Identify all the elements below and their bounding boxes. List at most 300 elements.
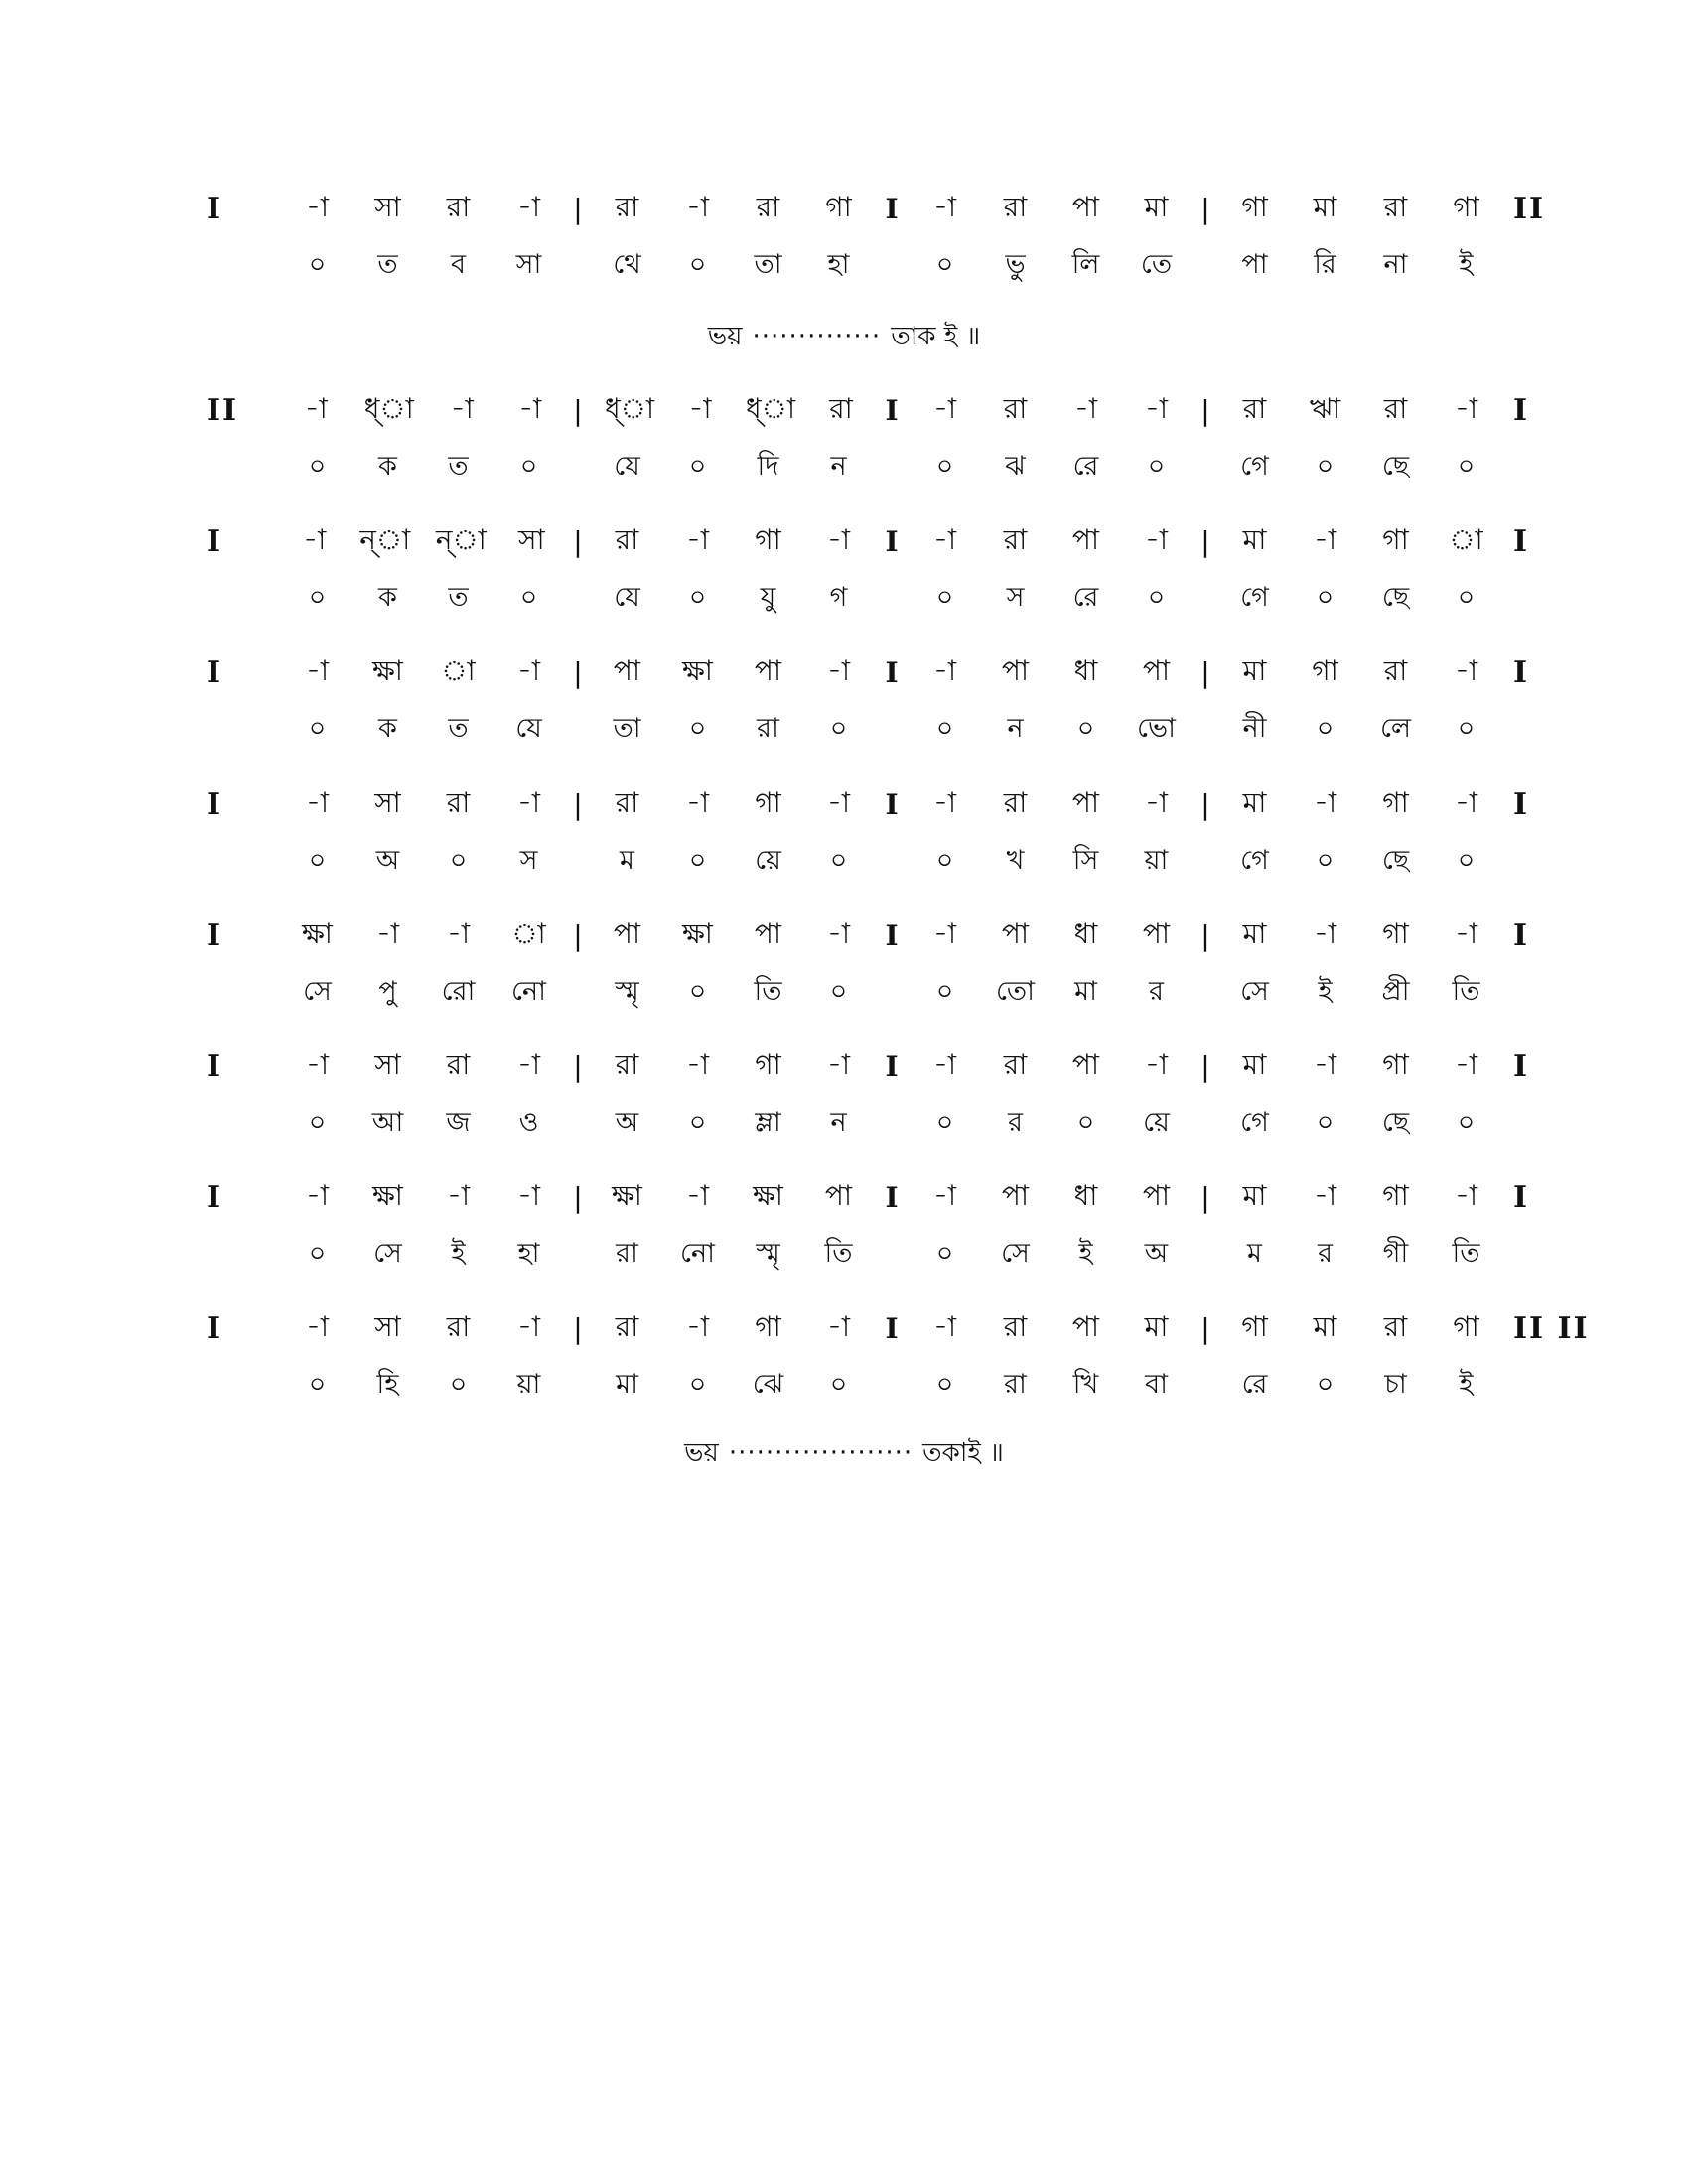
swara-note: রা (1003, 522, 1028, 556)
swara-note: -া (303, 522, 327, 556)
lyric-syllable: ০ (1457, 581, 1476, 613)
swara-note: রা (1383, 190, 1408, 223)
bar-end: I (1513, 1048, 1530, 1084)
lyric-group (282, 1364, 564, 1409)
lyric-syllable: য়ে (755, 844, 781, 876)
swara-note: -া (446, 916, 471, 950)
lyric-syllable: র (1318, 1237, 1333, 1269)
swara-note: -া (1313, 522, 1337, 556)
bar-major: I (885, 192, 899, 225)
swara-group (910, 912, 1192, 959)
swara-group (282, 186, 564, 232)
lyric-syllable: সে (1240, 975, 1269, 1007)
swara-note: মা (1144, 1309, 1169, 1343)
lyric-syllable: রে (1072, 581, 1099, 613)
lyric-line (207, 241, 1517, 291)
swara-group (592, 387, 874, 434)
lyric-syllable: ০ (688, 1106, 707, 1138)
lyric-syllable: ব (450, 248, 467, 280)
swara-note: -া (446, 1178, 471, 1212)
lyric-syllable: র (1149, 975, 1164, 1007)
refrain-2-right: তকাই ॥ (922, 1438, 1004, 1468)
swara-note: -া (932, 1309, 957, 1343)
lyric-syllable: মা (1074, 975, 1097, 1007)
swara-note: -া (518, 391, 542, 425)
swara-note: গা (755, 785, 781, 819)
swara-group (1219, 912, 1501, 959)
swara-note: গা (1382, 1047, 1409, 1081)
lyric-syllable: হি (376, 1368, 399, 1400)
swara-note: পা (613, 653, 641, 687)
bar-end: I (1513, 392, 1530, 428)
swara-note: গা (1382, 785, 1409, 819)
lyric-syllable: সি (1072, 844, 1099, 876)
lyric-syllable: ০ (1316, 712, 1335, 744)
lyric-syllable: ত (377, 248, 398, 280)
swara-note: গা (755, 1309, 781, 1343)
bar-major: I (885, 787, 899, 821)
swara-note: -া (685, 522, 710, 556)
lyric-line (207, 968, 1517, 1018)
lyric-group (1219, 1102, 1501, 1147)
swara-note: রা (615, 190, 639, 223)
lyric-group (282, 446, 564, 490)
swara-note: া (1449, 522, 1483, 556)
lyric-syllable: তা (754, 248, 782, 280)
lyric-syllable: প্রী (1381, 975, 1410, 1007)
bar-end: II (1513, 191, 1546, 226)
lyric-group (592, 577, 874, 621)
swara-note: গা (1382, 1178, 1409, 1212)
lyric-syllable: পা (1241, 248, 1268, 280)
bar-major: I (885, 655, 899, 689)
swara-note: ঋা (1309, 391, 1341, 425)
swara-note: মা (1242, 1178, 1267, 1212)
swara-note: সা (517, 522, 545, 556)
lyric-syllable: ন (1007, 712, 1024, 744)
swara-note: -া (932, 391, 957, 425)
lyric-group (592, 1364, 874, 1409)
lyric-syllable: অ (375, 844, 400, 876)
bar-minor: | (1200, 787, 1210, 821)
lyric-syllable: তি (1452, 1237, 1480, 1269)
lyric-line (207, 1230, 1517, 1280)
lyric-syllable: ০ (829, 1368, 848, 1400)
swara-note: -া (932, 1178, 957, 1212)
swara-note: ক্ষা (372, 653, 403, 687)
lyric-group (1219, 446, 1501, 490)
lyric-syllable: তে (1140, 248, 1173, 280)
lyric-group (282, 840, 564, 885)
refrain-1-right: তাক ই ॥ (891, 322, 981, 351)
swara-note: -া (685, 785, 710, 819)
swara-group (282, 912, 564, 959)
lyric-syllable: ০ (1076, 712, 1095, 744)
lyric-syllable: র (1008, 1106, 1023, 1138)
lyric-line (207, 1361, 1517, 1411)
swara-note: -া (685, 1178, 710, 1212)
swara-note: রা (615, 1047, 639, 1081)
swara-line (207, 184, 1546, 233)
lyric-syllable: নো (680, 1237, 715, 1269)
swara-note: -া (305, 190, 330, 223)
swara-group (592, 186, 874, 232)
lyric-syllable: অ (1144, 1237, 1169, 1269)
lyric-syllable: ০ (935, 1106, 954, 1138)
lyric-syllable: ০ (829, 712, 848, 744)
lyric-syllable: ০ (935, 248, 954, 280)
lyric-syllable: ০ (1316, 1106, 1335, 1138)
swara-note: ধা (1073, 653, 1098, 687)
lyric-syllable: রা (1004, 1368, 1027, 1400)
lyric-syllable: দি (757, 450, 779, 481)
refrain-1 (0, 316, 1688, 359)
lyric-group (592, 971, 874, 1016)
bar-end: I (1513, 523, 1530, 559)
swara-note: -া (826, 653, 851, 687)
lyric-syllable: স (519, 844, 538, 876)
swara-note: -া (305, 1309, 330, 1343)
bar-start: I (207, 1048, 223, 1084)
swara-note: মা (1242, 916, 1267, 950)
lyric-syllable: সে (373, 1237, 402, 1269)
swara-note: া (511, 916, 546, 950)
bar-minor: | (1200, 192, 1210, 225)
notation-row (207, 1303, 1590, 1411)
lyric-group (910, 840, 1192, 885)
swara-note: -া (932, 1047, 957, 1081)
swara-note: গা (1241, 190, 1268, 223)
lyric-syllable: ০ (688, 581, 707, 613)
swara-note: পা (1071, 785, 1100, 819)
lyric-syllable: খ (1006, 844, 1025, 876)
lyric-group (282, 1233, 564, 1278)
swara-note: পা (1001, 1178, 1030, 1212)
swara-note: পা (1142, 916, 1171, 950)
lyric-syllable: ক (378, 712, 397, 744)
lyric-syllable: স্মৃ (756, 1237, 780, 1269)
swara-note: সা (374, 1047, 401, 1081)
swara-group (910, 1305, 1192, 1352)
swara-note: রা (1003, 391, 1028, 425)
swara-group (910, 1043, 1192, 1090)
bar-major: I (885, 918, 899, 952)
swara-note: -া (1144, 391, 1169, 425)
swara-note: ক্ষা (682, 653, 713, 687)
swara-note: -া (826, 1047, 851, 1081)
swara-group (592, 518, 874, 565)
lyric-syllable: য়া (1144, 844, 1169, 876)
swara-note: -া (516, 1178, 541, 1212)
lyric-syllable: হা (827, 248, 850, 280)
swara-note: গা (1453, 190, 1479, 223)
lyric-syllable: মা (616, 1368, 638, 1400)
lyric-syllable: ০ (688, 1368, 707, 1400)
lyric-syllable: সে (303, 975, 332, 1007)
lyric-syllable: থে (613, 248, 641, 280)
lyric-syllable: তো (995, 975, 1036, 1007)
lyric-syllable: খি (1072, 1368, 1099, 1400)
lyric-syllable: গে (1240, 1106, 1269, 1138)
swara-note: -া (932, 916, 957, 950)
lyric-syllable: জ (446, 1106, 471, 1138)
bar-start: I (207, 917, 223, 953)
lyric-syllable: ০ (1316, 450, 1335, 481)
swara-note: সা (374, 785, 401, 819)
swara-note: গা (1382, 522, 1409, 556)
swara-note: -া (932, 190, 957, 223)
swara-group (592, 1174, 874, 1221)
lyric-syllable: ০ (308, 581, 327, 613)
bar-minor: | (1200, 393, 1210, 427)
swara-line (207, 910, 1530, 960)
bar-end: II II (1513, 1310, 1590, 1346)
swara-group (592, 1043, 874, 1090)
lyric-syllable: গে (1240, 844, 1269, 876)
lyric-syllable: ০ (1457, 450, 1476, 481)
lyric-syllable: তি (754, 975, 782, 1007)
swara-note: -া (932, 785, 957, 819)
swara-line (207, 779, 1530, 829)
refrain-1-left: ভয় (707, 322, 743, 351)
swara-note: -া (305, 1047, 330, 1081)
swara-note: পা (754, 916, 782, 950)
lyric-syllable: ঝ (1005, 450, 1026, 481)
swara-group (1219, 1305, 1501, 1352)
bar-minor: | (1200, 1311, 1210, 1345)
lyric-line (207, 705, 1517, 754)
swara-note: -া (1313, 785, 1337, 819)
lyric-line (207, 574, 1517, 623)
refrain-2 (0, 1433, 1688, 1476)
lyric-syllable: ০ (308, 1368, 327, 1400)
swara-note: রা (1383, 1309, 1408, 1343)
lyric-syllable: ০ (935, 1237, 954, 1269)
lyric-syllable: গে (1240, 581, 1269, 613)
swara-note: গা (1241, 1309, 1268, 1343)
notation-row (207, 1172, 1530, 1280)
swara-note: ধ্া (363, 391, 414, 425)
notation-row (207, 1041, 1530, 1149)
swara-group (1219, 1043, 1501, 1090)
lyric-syllable: ০ (308, 712, 327, 744)
swara-note: -া (685, 1309, 710, 1343)
swara-note: -া (932, 522, 957, 556)
lyric-syllable: য়া (516, 1368, 541, 1400)
bar-end: I (1513, 654, 1530, 690)
swara-note: -া (1313, 916, 1337, 950)
lyric-syllable: ০ (1147, 450, 1166, 481)
lyric-group (1219, 708, 1501, 752)
bar-minor: | (573, 918, 583, 952)
swara-note: রা (1003, 1047, 1028, 1081)
swara-note: মা (1313, 1309, 1337, 1343)
lyric-syllable: অ (615, 1106, 639, 1138)
lyric-syllable: ০ (308, 844, 327, 876)
swara-note: -া (516, 785, 541, 819)
swara-group (282, 1174, 564, 1221)
swara-group (1219, 387, 1501, 434)
bar-start: I (207, 523, 223, 559)
lyric-syllable: ত (448, 450, 469, 481)
lyric-syllable: ০ (449, 1368, 468, 1400)
lyric-syllable: তি (824, 1237, 853, 1269)
swara-group (1219, 649, 1501, 696)
swara-line (207, 1172, 1530, 1222)
swara-group (910, 186, 1192, 232)
swara-note: পা (1071, 1309, 1100, 1343)
swara-note: পা (754, 653, 782, 687)
lyric-syllable: রা (757, 712, 779, 744)
swara-note: ধা (1073, 916, 1098, 950)
swara-note: ধ্া (745, 391, 796, 425)
lyric-group (592, 244, 874, 289)
lyric-syllable: ০ (688, 450, 707, 481)
lyric-syllable: ছে (1381, 844, 1410, 876)
swara-group (282, 781, 564, 828)
swara-note: -া (826, 1309, 851, 1343)
swara-note: ক্ষা (612, 1178, 642, 1212)
lyric-syllable: ক (378, 450, 397, 481)
lyric-syllable: চা (1384, 1368, 1407, 1400)
lyric-syllable: ত (448, 581, 469, 613)
swara-note: -া (1144, 785, 1169, 819)
lyric-syllable: ০ (935, 712, 954, 744)
lyric-syllable: বা (1145, 1368, 1168, 1400)
swara-group (282, 649, 564, 696)
swara-note: মা (1242, 653, 1267, 687)
lyric-syllable: ০ (935, 581, 954, 613)
swara-note: সা (374, 190, 401, 223)
swara-note: ক্ষা (372, 1178, 403, 1212)
swara-note: পা (1071, 190, 1100, 223)
lyric-syllable: হা (517, 1237, 540, 1269)
swara-note: গা (1382, 916, 1409, 950)
lyric-syllable: ই (1459, 1368, 1474, 1400)
lyric-group (910, 577, 1192, 621)
lyric-syllable: ০ (519, 581, 538, 613)
lyric-syllable: ০ (1316, 1368, 1335, 1400)
lyric-group (282, 971, 564, 1016)
lyric-syllable: ০ (935, 450, 954, 481)
bar-start: I (207, 786, 223, 822)
swara-note: মা (1313, 190, 1337, 223)
lyric-syllable: ছে (1381, 581, 1410, 613)
swara-note: া (441, 653, 476, 687)
bar-start: I (207, 1310, 223, 1346)
swara-note: পা (1001, 916, 1030, 950)
lyric-group (592, 708, 874, 752)
lyric-syllable: ০ (688, 844, 707, 876)
bar-minor: | (573, 1049, 583, 1083)
lyric-syllable: ই (1318, 975, 1333, 1007)
bar-major: I (885, 1180, 899, 1214)
lyric-group (592, 840, 874, 885)
bar-minor: | (1200, 918, 1210, 952)
lyric-group (910, 708, 1192, 752)
bar-minor: | (573, 524, 583, 558)
lyric-syllable: না (1383, 248, 1408, 280)
bar-minor: | (573, 393, 583, 427)
notation-row (207, 910, 1530, 1018)
swara-note: -া (516, 1047, 541, 1081)
swara-note: -া (932, 653, 957, 687)
lyric-group (910, 446, 1192, 490)
swara-note: -া (304, 391, 328, 425)
swara-group (1219, 186, 1501, 232)
swara-group (1219, 781, 1501, 828)
bar-end: I (1513, 917, 1530, 953)
bar-major: I (885, 1311, 899, 1345)
lyric-syllable: ০ (1316, 844, 1335, 876)
lyric-syllable: পু (378, 975, 397, 1007)
swara-note: -া (826, 785, 851, 819)
swara-note: পা (1142, 1178, 1171, 1212)
lyric-syllable: রে (1072, 450, 1099, 481)
lyric-syllable: রি (1314, 248, 1336, 280)
lyric-group (592, 1102, 874, 1147)
swara-note: পা (824, 1178, 853, 1212)
lyric-group (592, 446, 874, 490)
bar-minor: | (1200, 655, 1210, 689)
swara-note: মা (1144, 190, 1169, 223)
swara-note: ধা (1073, 1178, 1098, 1212)
bar-major: I (885, 393, 899, 427)
swara-group (592, 781, 874, 828)
swara-note: -া (1454, 391, 1478, 425)
lyric-group (282, 244, 564, 289)
swara-group (1219, 1174, 1501, 1221)
swara-note: গা (1312, 653, 1338, 687)
lyric-syllable: যে (614, 581, 640, 613)
swara-note: -া (1454, 1178, 1478, 1212)
lyric-group (1219, 840, 1501, 885)
lyric-syllable: ০ (1147, 581, 1166, 613)
swara-note: রা (446, 190, 471, 223)
lyric-syllable: তি (1452, 975, 1480, 1007)
swara-note: -া (1454, 785, 1478, 819)
lyric-syllable: রে (1241, 1368, 1268, 1400)
swara-group (1219, 518, 1501, 565)
swara-group (910, 649, 1192, 696)
swara-group (910, 387, 1192, 434)
swara-note: -া (1313, 1178, 1337, 1212)
lyric-syllable: ০ (829, 844, 848, 876)
lyric-syllable: ০ (1457, 844, 1476, 876)
swara-note: রা (615, 785, 639, 819)
swara-note: ন্া (435, 522, 487, 556)
notation-row (207, 647, 1530, 754)
lyric-syllable: ও (518, 1106, 539, 1138)
lyric-line (207, 443, 1517, 492)
swara-note: রা (829, 391, 853, 425)
swara-note: -া (1454, 653, 1478, 687)
bar-minor: | (573, 655, 583, 689)
swara-group (910, 781, 1192, 828)
lyric-syllable: ম (620, 844, 634, 876)
swara-note: রা (615, 522, 639, 556)
lyric-group (1219, 971, 1501, 1016)
lyric-group (910, 1233, 1192, 1278)
lyric-syllable: সা (515, 248, 542, 280)
lyric-syllable: ০ (519, 450, 538, 481)
swara-group (282, 1043, 564, 1090)
swara-note: -া (450, 391, 474, 425)
lyric-group (1219, 244, 1501, 289)
swara-note: -া (1454, 916, 1478, 950)
swara-note: -া (1313, 1047, 1337, 1081)
swara-group (910, 518, 1192, 565)
